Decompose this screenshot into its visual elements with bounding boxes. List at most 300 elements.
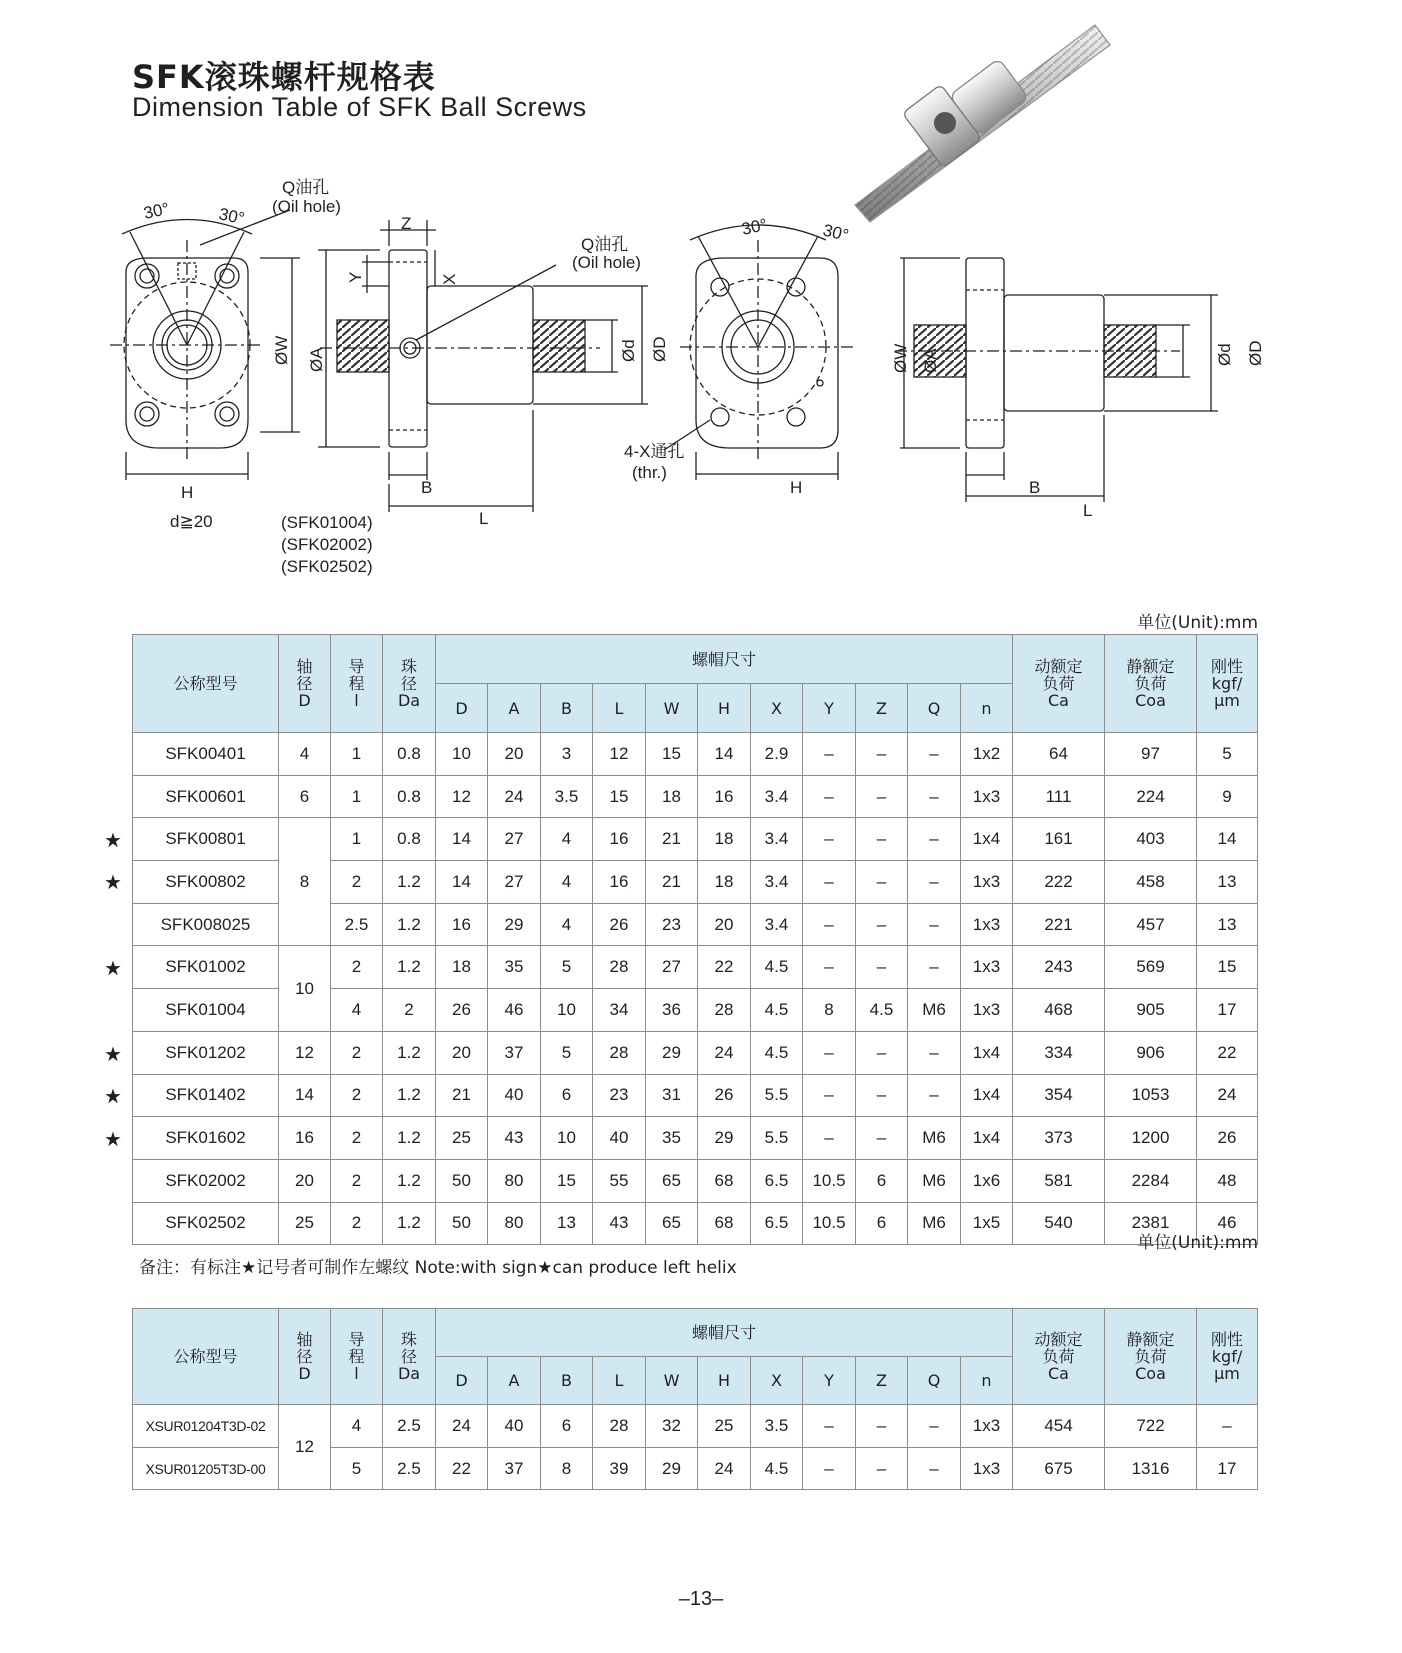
cell-lead: 5 <box>331 1447 383 1490</box>
dim-x-label: X <box>440 273 459 285</box>
cell-dim-w: 21 <box>646 861 698 904</box>
cell-dim-x: 3.4 <box>751 818 803 861</box>
cell-dim-b: 10 <box>541 1117 593 1160</box>
cell-dim-z: – <box>856 946 908 989</box>
cell-shaft-diameter: 10 <box>279 946 331 1031</box>
cell-dim-x: 2.9 <box>751 733 803 776</box>
cell-dim-d: 24 <box>436 1405 488 1448</box>
cell-dim-z: – <box>856 733 908 776</box>
cell-rigidity: – <box>1197 1405 1258 1448</box>
cell-dim-h: 24 <box>698 1031 751 1074</box>
cell-dim-b: 4 <box>541 818 593 861</box>
cell-ball-diameter: 2.5 <box>383 1447 436 1490</box>
header-dim-d: D <box>436 1357 488 1405</box>
cell-dim-q: M6 <box>908 1202 961 1245</box>
header-lead: 导 程 l <box>331 635 383 733</box>
cell-dim-q: – <box>908 903 961 946</box>
cell-ball-diameter: 1.2 <box>383 861 436 904</box>
cell-dim-x: 4.5 <box>751 989 803 1032</box>
cell-dim-h: 22 <box>698 946 751 989</box>
header-dim-n: n <box>961 1357 1013 1405</box>
cell-dynamic-load: 540 <box>1013 1202 1105 1245</box>
cell-dim-w: 65 <box>646 1159 698 1202</box>
cell-dim-y: – <box>803 903 856 946</box>
model-note-3: (SFK02502) <box>281 557 373 576</box>
cell-static-load: 1200 <box>1105 1117 1197 1160</box>
model-note-1: (SFK01004) <box>281 513 373 532</box>
cell-dim-y: – <box>803 1031 856 1074</box>
cell-model: SFK02502 <box>133 1202 279 1245</box>
cell-lead: 1 <box>331 775 383 818</box>
header-dim-z: Z <box>856 684 908 733</box>
dim-a-label: ØA <box>921 348 940 373</box>
cell-dim-z: – <box>856 818 908 861</box>
cell-dim-a: 27 <box>488 818 541 861</box>
angle-label: 30° <box>739 214 769 239</box>
cell-lead: 2 <box>331 1074 383 1117</box>
cell-model: SFK00601 <box>133 775 279 818</box>
cell-dim-z: – <box>856 861 908 904</box>
dim-b-label: B <box>421 478 433 497</box>
header-dim-b: B <box>541 684 593 733</box>
cell-dim-l: 16 <box>593 818 646 861</box>
cell-model: SFK01002 <box>133 946 279 989</box>
cell-ball-diameter: 0.8 <box>383 818 436 861</box>
cell-dim-n: 1x3 <box>961 946 1013 989</box>
cell-dim-w: 21 <box>646 818 698 861</box>
cell-dim-q: – <box>908 775 961 818</box>
table-row <box>133 1117 1258 1160</box>
table-row <box>133 946 1258 989</box>
dim-a-label: ØA <box>307 347 326 372</box>
cell-dynamic-load: 454 <box>1013 1405 1105 1448</box>
cell-dim-d: 21 <box>436 1074 488 1117</box>
cell-dim-l: 28 <box>593 1405 646 1448</box>
cell-dim-a: 37 <box>488 1447 541 1490</box>
cell-model: SFK01004 <box>133 989 279 1032</box>
cell-dim-a: 35 <box>488 946 541 989</box>
cell-dim-q: M6 <box>908 1117 961 1160</box>
header-dim-z: Z <box>856 1357 908 1405</box>
unit-label: 单位(Unit):mm <box>1137 1233 1258 1253</box>
header-shaft: 轴 径 D <box>279 635 331 733</box>
cell-dim-x: 4.5 <box>751 946 803 989</box>
header-nut-dims: 螺帽尺寸 <box>436 1309 1013 1357</box>
cell-dim-n: 1x3 <box>961 989 1013 1032</box>
cell-dim-d: 18 <box>436 946 488 989</box>
cell-dim-n: 1x4 <box>961 818 1013 861</box>
cell-lead: 2 <box>331 1117 383 1160</box>
view4-side <box>895 258 1218 502</box>
cell-dim-b: 5 <box>541 946 593 989</box>
cell-rigidity: 15 <box>1197 946 1258 989</box>
cell-shaft-diameter: 14 <box>279 1074 331 1117</box>
cell-dim-h: 28 <box>698 989 751 1032</box>
cell-dim-x: 4.5 <box>751 1031 803 1074</box>
cell-dim-z: 6 <box>856 1202 908 1245</box>
cell-dim-a: 24 <box>488 775 541 818</box>
cell-dim-d: 16 <box>436 903 488 946</box>
cell-dim-d: 14 <box>436 861 488 904</box>
header-dim-b: B <box>541 1357 593 1405</box>
cell-model: SFK02002 <box>133 1159 279 1202</box>
header-dynamic-load: 动额定 负荷 Ca <box>1013 635 1105 733</box>
cell-dim-x: 4.5 <box>751 1447 803 1490</box>
cell-dim-a: 40 <box>488 1074 541 1117</box>
cell-dim-h: 68 <box>698 1159 751 1202</box>
cell-dim-l: 28 <box>593 946 646 989</box>
cell-dim-l: 23 <box>593 1074 646 1117</box>
cell-dim-d: 25 <box>436 1117 488 1160</box>
cell-dim-d: 14 <box>436 818 488 861</box>
cell-dim-n: 1x3 <box>961 1405 1013 1448</box>
dim-y-label: Y <box>346 271 365 283</box>
cell-dim-a: 37 <box>488 1031 541 1074</box>
cell-dynamic-load: 222 <box>1013 861 1105 904</box>
spec-table-xsur <box>132 1308 1258 1490</box>
left-helix-note: 备注：有标注★记号者可制作左螺纹 Note:with sign★can produce left helix <box>139 1258 737 1278</box>
technical-drawings <box>0 0 1402 600</box>
cell-dim-b: 5 <box>541 1031 593 1074</box>
cell-dim-y: 10.5 <box>803 1159 856 1202</box>
cell-dim-h: 20 <box>698 903 751 946</box>
cell-dim-w: 32 <box>646 1405 698 1448</box>
cell-dim-a: 27 <box>488 861 541 904</box>
cell-dim-b: 6 <box>541 1074 593 1117</box>
cell-rigidity: 13 <box>1197 903 1258 946</box>
cell-shaft-diameter: 12 <box>279 1031 331 1074</box>
cell-static-load: 2381 <box>1105 1202 1197 1245</box>
cell-dim-y: – <box>803 946 856 989</box>
angle-label: 30° <box>217 204 247 229</box>
cell-rigidity: 26 <box>1197 1117 1258 1160</box>
cell-dim-z: – <box>856 1031 908 1074</box>
cell-dim-z: – <box>856 1074 908 1117</box>
dim-bigd-label: ØD <box>1246 340 1265 366</box>
table-row <box>133 1031 1258 1074</box>
cell-dynamic-load: 581 <box>1013 1159 1105 1202</box>
cell-ball-diameter: 1.2 <box>383 1117 436 1160</box>
cell-dim-z: – <box>856 1447 908 1490</box>
table-row <box>133 775 1258 818</box>
thru-hole-en-label: (thr.) <box>632 463 667 482</box>
cell-dim-q: – <box>908 861 961 904</box>
header-dim-q: Q <box>908 1357 961 1405</box>
cell-shaft-diameter: 20 <box>279 1159 331 1202</box>
cell-dim-z: – <box>856 903 908 946</box>
cell-dim-q: – <box>908 1447 961 1490</box>
table-row <box>133 1074 1258 1117</box>
cell-dim-w: 18 <box>646 775 698 818</box>
cell-dim-y: – <box>803 1447 856 1490</box>
left-helix-star: ★ <box>104 1043 122 1066</box>
cell-dim-b: 3.5 <box>541 775 593 818</box>
cell-dynamic-load: 675 <box>1013 1447 1105 1490</box>
table-row <box>133 1202 1258 1245</box>
cell-dim-w: 23 <box>646 903 698 946</box>
dim-w-label: ØW <box>891 343 910 373</box>
dim-h-label: H <box>181 483 194 502</box>
header-rigidity: 刚性 kgf/ μm <box>1197 1309 1258 1405</box>
cell-dim-a: 80 <box>488 1202 541 1245</box>
cell-dim-h: 18 <box>698 861 751 904</box>
left-helix-star: ★ <box>104 958 122 980</box>
oil-hole-cn-label: Q油孔 <box>282 178 330 197</box>
cell-dim-b: 8 <box>541 1447 593 1490</box>
cell-dynamic-load: 111 <box>1013 775 1105 818</box>
dim-bigd-label: ØD <box>650 336 669 362</box>
left-helix-star: ★ <box>104 829 122 852</box>
cell-dim-q: M6 <box>908 1159 961 1202</box>
cell-shaft-diameter: 25 <box>279 1202 331 1245</box>
cell-dim-w: 29 <box>646 1447 698 1490</box>
cell-rigidity: 22 <box>1197 1031 1258 1074</box>
cell-dim-q: – <box>908 733 961 776</box>
cell-model: SFK008025 <box>133 903 279 946</box>
dim-l-label: L <box>479 509 489 528</box>
header-dim-h: H <box>698 684 751 733</box>
header-dim-l: L <box>593 684 646 733</box>
cell-dim-l: 12 <box>593 733 646 776</box>
cell-rigidity: 9 <box>1197 775 1258 818</box>
cell-dim-l: 43 <box>593 1202 646 1245</box>
header-shaft: 轴 径 D <box>279 1309 331 1405</box>
dim-d-label: Ød <box>1215 343 1234 366</box>
cell-dim-x: 5.5 <box>751 1117 803 1160</box>
cell-dim-x: 3.4 <box>751 903 803 946</box>
header-static-load: 静额定 负荷 Coa <box>1105 635 1197 733</box>
header-dim-q: Q <box>908 684 961 733</box>
header-dim-y: Y <box>803 1357 856 1405</box>
cell-dim-y: – <box>803 733 856 776</box>
cell-ball-diameter: 1.2 <box>383 1031 436 1074</box>
cell-dim-x: 6.5 <box>751 1202 803 1245</box>
header-dim-d: D <box>436 684 488 733</box>
cell-dim-h: 18 <box>698 818 751 861</box>
cell-dim-y: 10.5 <box>803 1202 856 1245</box>
cell-model: XSUR01204T3D-02 <box>133 1405 279 1448</box>
cell-rigidity: 5 <box>1197 733 1258 776</box>
cell-dim-n: 1x3 <box>961 861 1013 904</box>
cell-dim-b: 6 <box>541 1405 593 1448</box>
left-helix-star: ★ <box>104 1129 122 1152</box>
table-row <box>133 818 1258 861</box>
cell-lead: 2 <box>331 1159 383 1202</box>
header-model: 公称型号 <box>133 1309 279 1405</box>
header-model: 公称型号 <box>133 635 279 733</box>
header-ball: 珠 径 Da <box>383 1309 436 1405</box>
cell-dim-z: 6 <box>856 1159 908 1202</box>
cell-dim-q: M6 <box>908 989 961 1032</box>
cell-dim-b: 4 <box>541 861 593 904</box>
cell-dim-n: 1x4 <box>961 1031 1013 1074</box>
table-row <box>133 1405 1258 1448</box>
cell-rigidity: 13 <box>1197 861 1258 904</box>
page-number: –13– <box>678 1588 724 1610</box>
cell-rigidity: 17 <box>1197 1447 1258 1490</box>
cell-dim-b: 13 <box>541 1202 593 1245</box>
cell-dim-a: 46 <box>488 989 541 1032</box>
cell-lead: 2 <box>331 946 383 989</box>
header-dim-x: X <box>751 1357 803 1405</box>
cell-rigidity: 46 <box>1197 1202 1258 1245</box>
cell-lead: 2 <box>331 1031 383 1074</box>
cell-dim-h: 29 <box>698 1117 751 1160</box>
cell-dim-h: 25 <box>698 1405 751 1448</box>
header-dim-a: A <box>488 1357 541 1405</box>
cell-dim-z: 4.5 <box>856 989 908 1032</box>
dim-h-label: H <box>790 478 803 497</box>
dim-b-label: B <box>1029 478 1041 497</box>
cell-dim-n: 1x6 <box>961 1159 1013 1202</box>
cell-ball-diameter: 1.2 <box>383 1074 436 1117</box>
cell-model: SFK00401 <box>133 733 279 776</box>
cell-dynamic-load: 334 <box>1013 1031 1105 1074</box>
cell-rigidity: 24 <box>1197 1074 1258 1117</box>
cell-ball-diameter: 1.2 <box>383 946 436 989</box>
cell-shaft-diameter: 6 <box>279 775 331 818</box>
cell-dim-x: 3.4 <box>751 775 803 818</box>
cell-lead: 1 <box>331 733 383 776</box>
cell-dim-w: 29 <box>646 1031 698 1074</box>
header-lead: 导 程 l <box>331 1309 383 1405</box>
header-dim-w: W <box>646 1357 698 1405</box>
cell-lead: 2.5 <box>331 903 383 946</box>
header-dim-l: L <box>593 1357 646 1405</box>
cell-dim-q: – <box>908 1074 961 1117</box>
cell-dim-n: 1x4 <box>961 1117 1013 1160</box>
cell-dynamic-load: 354 <box>1013 1074 1105 1117</box>
dim-w-label: ØW <box>272 335 291 365</box>
cell-static-load: 97 <box>1105 733 1197 776</box>
cell-dim-d: 10 <box>436 733 488 776</box>
cell-lead: 2 <box>331 861 383 904</box>
cell-dim-x: 6.5 <box>751 1159 803 1202</box>
cell-dim-n: 1x4 <box>961 1074 1013 1117</box>
cell-ball-diameter: 1.2 <box>383 903 436 946</box>
cell-rigidity: 17 <box>1197 989 1258 1032</box>
cell-dim-y: – <box>803 1117 856 1160</box>
cell-dim-d: 22 <box>436 1447 488 1490</box>
angle-label: 30° <box>821 220 851 246</box>
cell-dim-l: 39 <box>593 1447 646 1490</box>
cell-static-load: 458 <box>1105 861 1197 904</box>
cell-dynamic-load: 221 <box>1013 903 1105 946</box>
cell-dim-w: 15 <box>646 733 698 776</box>
cell-rigidity: 14 <box>1197 818 1258 861</box>
cell-dim-h: 26 <box>698 1074 751 1117</box>
header-dynamic-load: 动额定 负荷 Ca <box>1013 1309 1105 1405</box>
header-dim-a: A <box>488 684 541 733</box>
header-dim-x: X <box>751 684 803 733</box>
cell-dim-w: 36 <box>646 989 698 1032</box>
cell-dim-q: – <box>908 946 961 989</box>
cell-dim-w: 31 <box>646 1074 698 1117</box>
header-dim-h: H <box>698 1357 751 1405</box>
cell-dim-q: – <box>908 1405 961 1448</box>
cell-dim-d: 50 <box>436 1159 488 1202</box>
cell-dynamic-load: 468 <box>1013 989 1105 1032</box>
cell-static-load: 224 <box>1105 775 1197 818</box>
cell-dim-h: 24 <box>698 1447 751 1490</box>
cell-dim-y: – <box>803 1074 856 1117</box>
cell-dim-y: – <box>803 818 856 861</box>
cell-ball-diameter: 2.5 <box>383 1405 436 1448</box>
cell-ball-diameter: 1.2 <box>383 1159 436 1202</box>
cell-dim-x: 3.5 <box>751 1405 803 1448</box>
cell-lead: 4 <box>331 1405 383 1448</box>
cell-dim-a: 40 <box>488 1405 541 1448</box>
cell-dim-h: 68 <box>698 1202 751 1245</box>
cell-static-load: 722 <box>1105 1405 1197 1448</box>
cell-static-load: 457 <box>1105 903 1197 946</box>
cell-dim-q: – <box>908 1031 961 1074</box>
cell-dim-h: 16 <box>698 775 751 818</box>
header-nut-dims: 螺帽尺寸 <box>436 635 1013 684</box>
spec-table <box>132 634 1258 1245</box>
unit-label: 单位(Unit):mm <box>1137 613 1258 633</box>
cell-dim-b: 4 <box>541 903 593 946</box>
cell-model: SFK00802 <box>133 861 279 904</box>
cell-static-load: 1053 <box>1105 1074 1197 1117</box>
header-ball: 珠 径 Da <box>383 635 436 733</box>
thru-hole-cn-label: 4-X通孔 <box>624 442 685 461</box>
cell-rigidity: 48 <box>1197 1159 1258 1202</box>
cell-dim-w: 27 <box>646 946 698 989</box>
cell-lead: 4 <box>331 989 383 1032</box>
cell-dim-n: 1x5 <box>961 1202 1013 1245</box>
cell-shaft-diameter: 4 <box>279 733 331 776</box>
header-static-load: 静额定 负荷 Coa <box>1105 1309 1197 1405</box>
cell-model: SFK01202 <box>133 1031 279 1074</box>
cell-ball-diameter: 1.2 <box>383 1202 436 1245</box>
cell-dim-q: – <box>908 818 961 861</box>
cell-dynamic-load: 373 <box>1013 1117 1105 1160</box>
cell-dim-n: 1x3 <box>961 775 1013 818</box>
product-photo-ball-screw <box>855 25 1110 222</box>
cell-model: XSUR01205T3D-00 <box>133 1447 279 1490</box>
cell-dim-w: 35 <box>646 1117 698 1160</box>
page-title-cn: SFK滚珠螺杆规格表 <box>132 58 436 96</box>
cell-static-load: 1316 <box>1105 1447 1197 1490</box>
cell-dim-d: 50 <box>436 1202 488 1245</box>
cell-dynamic-load: 64 <box>1013 733 1105 776</box>
header-dim-w: W <box>646 684 698 733</box>
oil-hole-en-label: (Oil hole) <box>272 197 341 216</box>
cell-dim-n: 1x3 <box>961 1447 1013 1490</box>
cell-dim-n: 1x2 <box>961 733 1013 776</box>
header-dim-y: Y <box>803 684 856 733</box>
oil-hole-cn-label: Q油孔 <box>581 235 629 254</box>
cell-dim-b: 15 <box>541 1159 593 1202</box>
cell-dim-l: 55 <box>593 1159 646 1202</box>
cell-dim-d: 20 <box>436 1031 488 1074</box>
left-helix-star: ★ <box>104 1086 122 1109</box>
cell-dim-y: – <box>803 1405 856 1448</box>
cell-dim-l: 40 <box>593 1117 646 1160</box>
cell-dim-x: 5.5 <box>751 1074 803 1117</box>
cell-shaft-diameter: 8 <box>279 818 331 946</box>
header-dim-n: n <box>961 684 1013 733</box>
cell-static-load: 403 <box>1105 818 1197 861</box>
dim-d-label: Ød <box>619 339 638 362</box>
cell-static-load: 906 <box>1105 1031 1197 1074</box>
cell-dim-z: – <box>856 1405 908 1448</box>
view3-flange-front <box>664 225 855 480</box>
cell-dim-n: 1x3 <box>961 903 1013 946</box>
header-rigidity: 刚性 kgf/ μm <box>1197 635 1258 733</box>
cell-dim-l: 26 <box>593 903 646 946</box>
